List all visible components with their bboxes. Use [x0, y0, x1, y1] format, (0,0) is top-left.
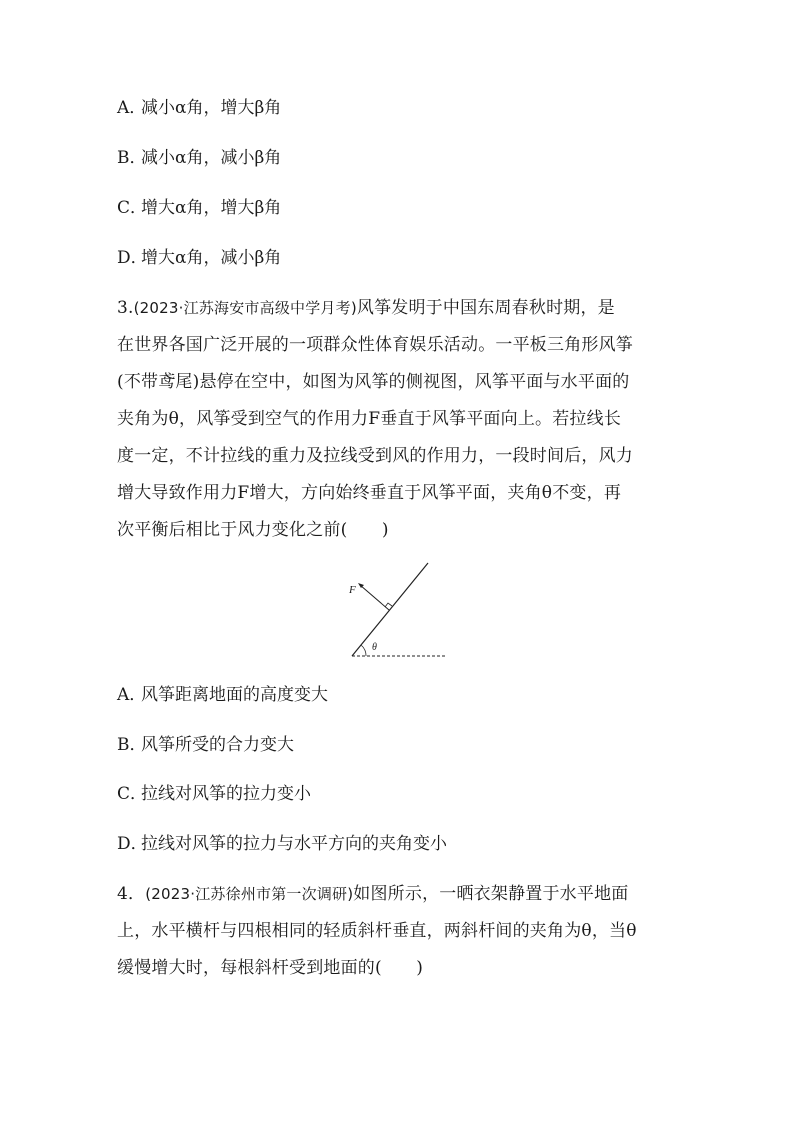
- option-letter: C．: [117, 198, 148, 218]
- option-letter: B．: [117, 735, 147, 755]
- question-source: (2023·江苏徐州市第一次调研): [145, 885, 354, 903]
- option-text: 减小α角，减小β角: [141, 148, 282, 168]
- q3-option-c: [117, 782, 311, 806]
- option-letter: D．: [117, 834, 148, 854]
- kite-plane-line: [352, 563, 428, 656]
- q3-option-b: [117, 733, 294, 757]
- q3-option-d: [117, 832, 447, 856]
- q3-stem: [117, 294, 683, 553]
- angle-label: θ: [372, 642, 377, 653]
- right-angle-mark: [385, 603, 392, 607]
- q3-line: 度一定，不计拉线的重力及拉线受到风的作用力，一段时间后，风力: [117, 446, 633, 466]
- option-text: 增大α角，增大β角: [141, 198, 282, 218]
- q3-line: 增大导致作用力F增大，方向始终垂直于风筝平面，夹角θ不变，再: [117, 483, 622, 503]
- q3-line: 夹角为θ，风筝受到空气的作用力F垂直于风筝平面向上。若拉线长: [117, 409, 622, 429]
- question-number: 4．: [117, 884, 146, 904]
- option-text: 拉线对风筝的拉力与水平方向的夹角变小: [141, 834, 447, 854]
- q3-line: (不带鸢尾)悬停在空中，如图为风筝的侧视图，风筝平面与水平面的: [117, 372, 630, 392]
- q3-line: [117, 294, 683, 331]
- q3-option-a: [117, 683, 328, 707]
- angle-arc: [361, 645, 366, 656]
- q3-line: 次平衡后相比于风力变化之前( ): [117, 520, 389, 540]
- option-text: 减小α角，增大β角: [141, 98, 282, 118]
- q3-text: 风筝发明于中国东周春秋时期，是: [356, 298, 615, 318]
- force-label: F: [349, 584, 356, 596]
- q2-option-d: [117, 246, 281, 270]
- option-letter: D．: [117, 248, 148, 268]
- q2-option-b: [117, 146, 281, 170]
- q4-line: [117, 880, 683, 917]
- option-letter: B．: [117, 148, 147, 168]
- option-letter: A．: [117, 98, 147, 118]
- kite-diagram: [340, 555, 460, 665]
- q3-line: 在世界各国广泛开展的一项群众性体育娱乐活动。一平板三角形风筝: [117, 335, 633, 355]
- option-text: 拉线对风筝的拉力变小: [141, 784, 311, 804]
- question-source: (2023·江苏海安市高级中学月考): [133, 299, 357, 317]
- option-letter: C．: [117, 784, 148, 804]
- option-text: 风筝所受的合力变大: [141, 735, 294, 755]
- q4-text: 如图所示，一晒衣架静置于水平地面: [353, 884, 629, 904]
- force-arrow-line: [360, 585, 389, 610]
- question-number: 3.: [117, 298, 134, 318]
- option-text: 风筝距离地面的高度变大: [141, 685, 328, 705]
- q4-line: 上，水平横杆与四根相同的轻质斜杆垂直，两斜杆间的夹角为θ，当θ: [117, 921, 637, 941]
- q2-option-a: [117, 96, 281, 120]
- q4-stem: [117, 880, 683, 991]
- option-text: 增大α角，减小β角: [141, 248, 282, 268]
- q2-option-c: [117, 196, 281, 220]
- q4-line: 缓慢增大时，每根斜杆受到地面的( ): [117, 958, 424, 978]
- option-letter: A．: [117, 685, 147, 705]
